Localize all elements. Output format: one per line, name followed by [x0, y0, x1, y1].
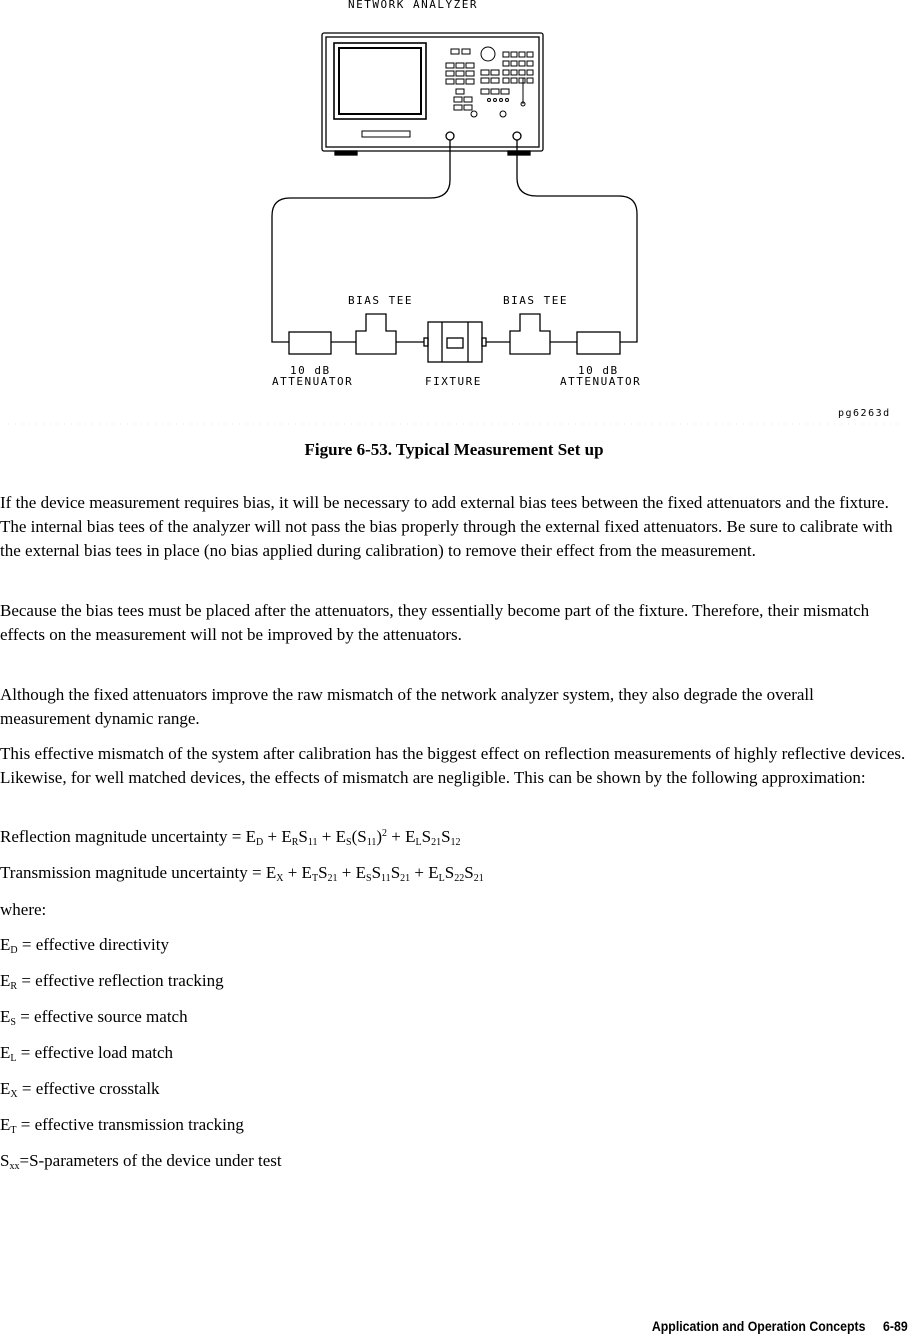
paragraph-mismatch: This effective mismatch of the system after calibration has the biggest effect on reflection measurements of highly reflective devices. Likewise, for well matched devices, the effects of mismatch are negligible. This can be shown by the following approximation:: [0, 744, 906, 787]
right-cable: [517, 140, 637, 342]
left-cable: [272, 140, 450, 342]
definition-ex-text: effective crosstalk: [35, 1079, 160, 1098]
definition-ex: $E_X$ = effective crosstalk: [0, 1079, 160, 1100]
definition-sxx-text: S-parameters of the device under test: [29, 1151, 282, 1170]
paragraph-dynamic-range: Although the fixed attenuators improve the raw mismatch of the network analyzer system, they also degrade the overall measurement dynamic range.: [0, 685, 814, 728]
right-attenuator: [577, 332, 620, 354]
fixture-label: FIXTURE: [425, 375, 482, 388]
definition-et-text: effective transmission tracking: [34, 1115, 244, 1134]
definition-sxx: $S_{xx}=S$-parameters of the device under test: [0, 1151, 282, 1172]
definition-ed: $E_D$ = effective directivity: [0, 935, 169, 956]
paragraph-bias-tees: If the device measurement requires bias, it will be necessary to add external bias tees between the fixed attenuators and the fixture. The internal bias tees of the analyzer will not pass the bias properly through the external fixed attenuators. Be sure to calibrate with the external bias tees in place (no bias applied during calibration) to remove their effect from the measurement.: [0, 493, 893, 560]
reflection-equation: Reflection magnitude uncertainty = $E_D + E_RS_{11} + E_S(S_{11})^2 + E_LS_{21}S_{12}$: [0, 827, 461, 848]
atten-left-name-label: ATTENUATOR: [272, 375, 354, 388]
definition-el: $E_L$ = effective load match: [0, 1043, 174, 1064]
footer-section-title: Application and Operation Concepts: [652, 1318, 866, 1334]
definition-er-text: effective reflection tracking: [35, 971, 224, 990]
right-bias-tee: [510, 314, 550, 354]
transmission-equation: Transmission magnitude uncertainty = $E_X + E_TS_{21} + E_SS_{11}S_{21} + E_LS_{22}S_{21}$: [0, 863, 484, 884]
left-attenuator: [289, 332, 331, 354]
definition-el-text: effective load match: [34, 1043, 174, 1062]
where-label: where:: [0, 900, 47, 919]
bias-tee-left-label: BIAS TEE: [348, 294, 413, 307]
setup-diagram-svg: [0, 0, 908, 430]
definition-er: $E_R$ = effective reflection tracking: [0, 971, 224, 992]
definition-ed-text: effective directivity: [35, 935, 169, 954]
atten-left-value-label: 10 dB: [290, 364, 331, 377]
atten-right-value-label: 10 dB: [578, 364, 619, 377]
definition-es: $E_S$ = effective source match: [0, 1007, 188, 1028]
figure-caption: Figure 6-53. Typical Measurement Set up: [304, 440, 604, 459]
bias-tee-right-label: BIAS TEE: [503, 294, 568, 307]
atten-right-name-label: ATTENUATOR: [560, 375, 642, 388]
paragraph-fixture: Because the bias tees must be placed after the attenuators, they essentially become part of the fixture. Therefore, their mismatch effects on the measurement will not be improved by the attenuators.: [0, 601, 870, 644]
definition-et: $E_T$ = effective transmission tracking: [0, 1115, 244, 1136]
figure-id-label: pg6263d: [838, 408, 891, 419]
network-analyzer-label: NETWORK ANALYZER: [348, 0, 478, 11]
reflection-equation-label: Reflection magnitude uncertainty: [0, 827, 228, 846]
footer-page-number: 6-89: [883, 1318, 908, 1334]
network-analyzer-instrument: [322, 33, 543, 155]
transmission-equation-label: Transmission magnitude uncertainty: [0, 863, 248, 882]
measurement-setup-figure: [0, 0, 908, 430]
page-footer: [652, 1318, 908, 1334]
left-bias-tee: [356, 314, 396, 354]
definition-es-text: effective source match: [34, 1007, 188, 1026]
fixture-device: [424, 322, 486, 362]
